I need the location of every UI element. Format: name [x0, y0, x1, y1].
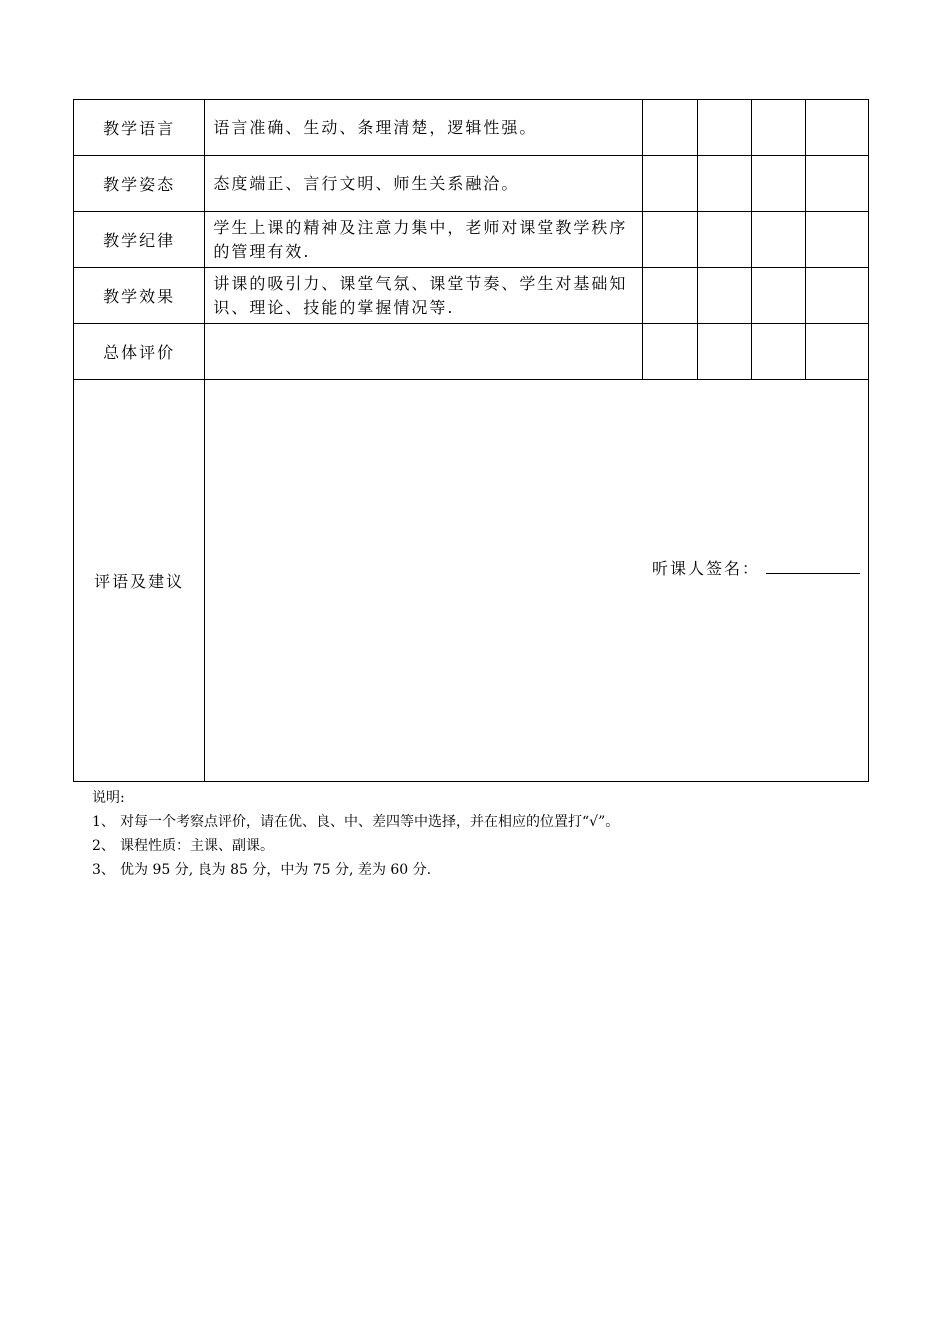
- criterion-label: 教学姿态: [74, 156, 205, 212]
- note-number: 3、: [92, 862, 115, 878]
- note-number: 2、: [92, 838, 115, 854]
- notes-heading: 说明:: [92, 790, 125, 806]
- table-row: [74, 324, 869, 380]
- signature-label: 听课人签名：: [651, 559, 760, 578]
- grade-cell-excellent[interactable]: [643, 324, 697, 380]
- overall-evaluation-description[interactable]: [205, 324, 643, 380]
- table-row: [74, 212, 869, 268]
- criterion-description: 语言准确、生动、条理清楚，逻辑性强。: [205, 100, 643, 156]
- grade-cell-good[interactable]: [697, 212, 751, 268]
- evaluation-table: [73, 99, 869, 782]
- note-text: 对每一个考察点评价，请在优、良、中、差四等中选择，并在相应的位置打“√”。: [120, 814, 620, 830]
- criterion-description: 讲课的吸引力、课堂气氛、课堂节奏、学生对基础知识、理论、技能的掌握情况等.: [205, 268, 643, 324]
- grade-cell-good[interactable]: [697, 156, 751, 212]
- note-text: 课程性质：主课、副课。: [120, 838, 274, 854]
- table-row: [74, 156, 869, 212]
- grade-cell-average[interactable]: [751, 268, 805, 324]
- signature-field[interactable]: [652, 556, 860, 579]
- overall-evaluation-label: 总体评价: [74, 324, 205, 380]
- criterion-description: 学生上课的精神及注意力集中，老师对课堂教学秩序的管理有效.: [205, 212, 643, 268]
- grade-cell-excellent[interactable]: [643, 268, 697, 324]
- comment-label: 评语及建议: [74, 380, 205, 782]
- comment-row: [74, 380, 869, 782]
- table-row: [74, 268, 869, 324]
- grade-cell-poor[interactable]: [805, 324, 868, 380]
- note-item: [92, 810, 619, 834]
- comment-area[interactable]: [205, 380, 869, 782]
- grade-cell-poor[interactable]: [805, 100, 868, 156]
- note-number: 1、: [92, 814, 115, 830]
- grade-cell-average[interactable]: [751, 100, 805, 156]
- notes-section: [92, 786, 619, 882]
- grade-cell-poor[interactable]: [805, 156, 868, 212]
- criterion-label: 教学语言: [74, 100, 205, 156]
- criterion-label: 教学效果: [74, 268, 205, 324]
- signature-line[interactable]: [766, 559, 860, 574]
- criterion-description: 态度端正、言行文明、师生关系融洽。: [205, 156, 643, 212]
- criterion-label: 教学纪律: [74, 212, 205, 268]
- grade-cell-excellent[interactable]: [643, 212, 697, 268]
- grade-cell-good[interactable]: [697, 100, 751, 156]
- grade-cell-excellent[interactable]: [643, 156, 697, 212]
- grade-cell-excellent[interactable]: [643, 100, 697, 156]
- grade-cell-average[interactable]: [751, 324, 805, 380]
- note-text: 优为 95 分, 良为 85 分，中为 75 分, 差为 60 分.: [120, 862, 432, 878]
- grade-cell-poor[interactable]: [805, 212, 868, 268]
- grade-cell-good[interactable]: [697, 268, 751, 324]
- grade-cell-good[interactable]: [697, 324, 751, 380]
- table-row: [74, 100, 869, 156]
- grade-cell-average[interactable]: [751, 212, 805, 268]
- grade-cell-poor[interactable]: [805, 268, 868, 324]
- note-item: [92, 858, 619, 882]
- grade-cell-average[interactable]: [751, 156, 805, 212]
- note-item: [92, 834, 619, 858]
